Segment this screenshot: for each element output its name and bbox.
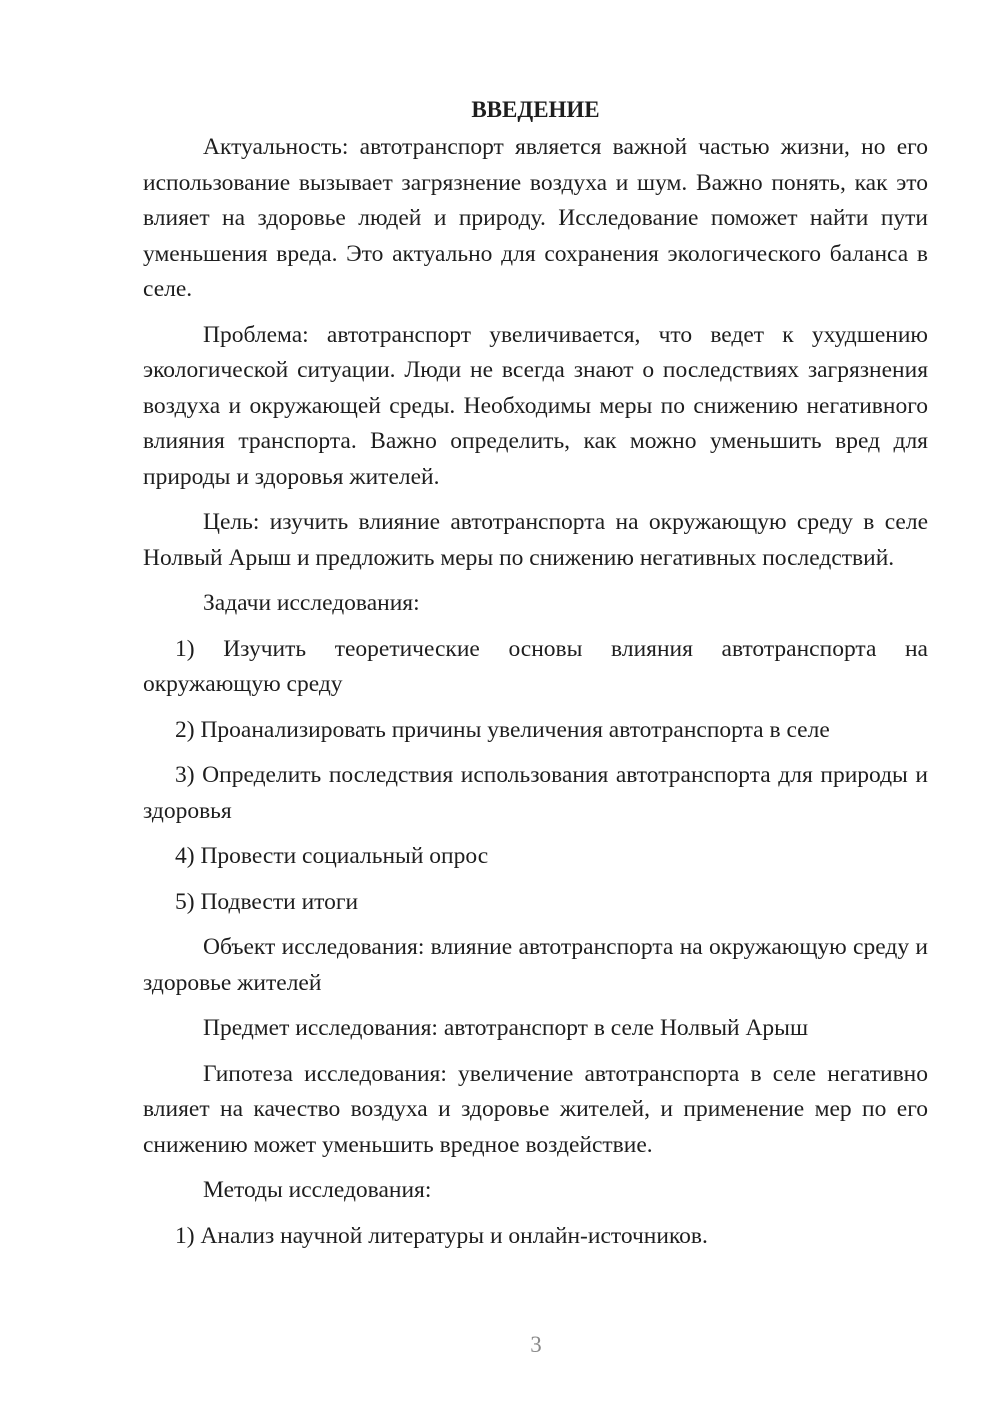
page-number: 3 bbox=[530, 1332, 542, 1357]
tasks-title: Задачи исследования: bbox=[203, 590, 420, 616]
hypothesis-paragraph: Гипотеза исследования: увеличение автотранспорта в селе негативно влияет на качество воздуха и здоровье жителей, и применение мер по его снижению может уменьшить вредное воздействие. bbox=[143, 1060, 928, 1158]
relevance-paragraph: Актуальность: автотранспорт является важной частью жизни, но его использование вызывает загрязнение воздуха и шум. Важно понять, как это влияет на здоровье людей и природу. Исследование поможет найти пути уменьшения вреда. Это актуально для сохранения экологического баланса в селе. bbox=[143, 134, 928, 302]
page-content bbox=[143, 92, 928, 1264]
task-item: 1) Изучить теоретические основы влияния автотранспорта на окружающую среду bbox=[143, 635, 928, 697]
task-item: 4) Провести социальный опрос bbox=[175, 843, 489, 869]
task-item: 3) Определить последствия использования автотранспорта для природы и здоровья bbox=[143, 762, 928, 824]
methods-title: Методы исследования: bbox=[203, 1177, 432, 1203]
subject-paragraph: Предмет исследования: автотранспорт в селе Нолвый Арыш bbox=[203, 1015, 809, 1041]
section-heading: ВВЕДЕНИЕ bbox=[471, 97, 600, 122]
task-item: 5) Подвести итоги bbox=[175, 888, 359, 915]
goal-paragraph: Цель: изучить влияние автотранспорта на окружающую среду в селе Нолвый Арыш и предложить меры по снижению негативных последствий. bbox=[143, 509, 928, 571]
problem-paragraph: Проблема: автотранспорт увеличивается, что ведет к ухудшению экологической ситуации. Люди не всегда знают о последствиях загрязнения воздуха и окружающей среды. Необходимы меры по снижению негативного влияния транспорта. Важно определить, как можно уменьшить вред для природы и здоровья жителей. bbox=[143, 321, 928, 490]
task-item: 2) Проанализировать причины увеличения автотранспорта в селе bbox=[175, 716, 830, 743]
method-item: 1) Анализ научной литературы и онлайн-источников. bbox=[175, 1222, 708, 1249]
object-paragraph: Объект исследования: влияние автотранспорта на окружающую среду и здоровье жителей bbox=[143, 934, 928, 996]
